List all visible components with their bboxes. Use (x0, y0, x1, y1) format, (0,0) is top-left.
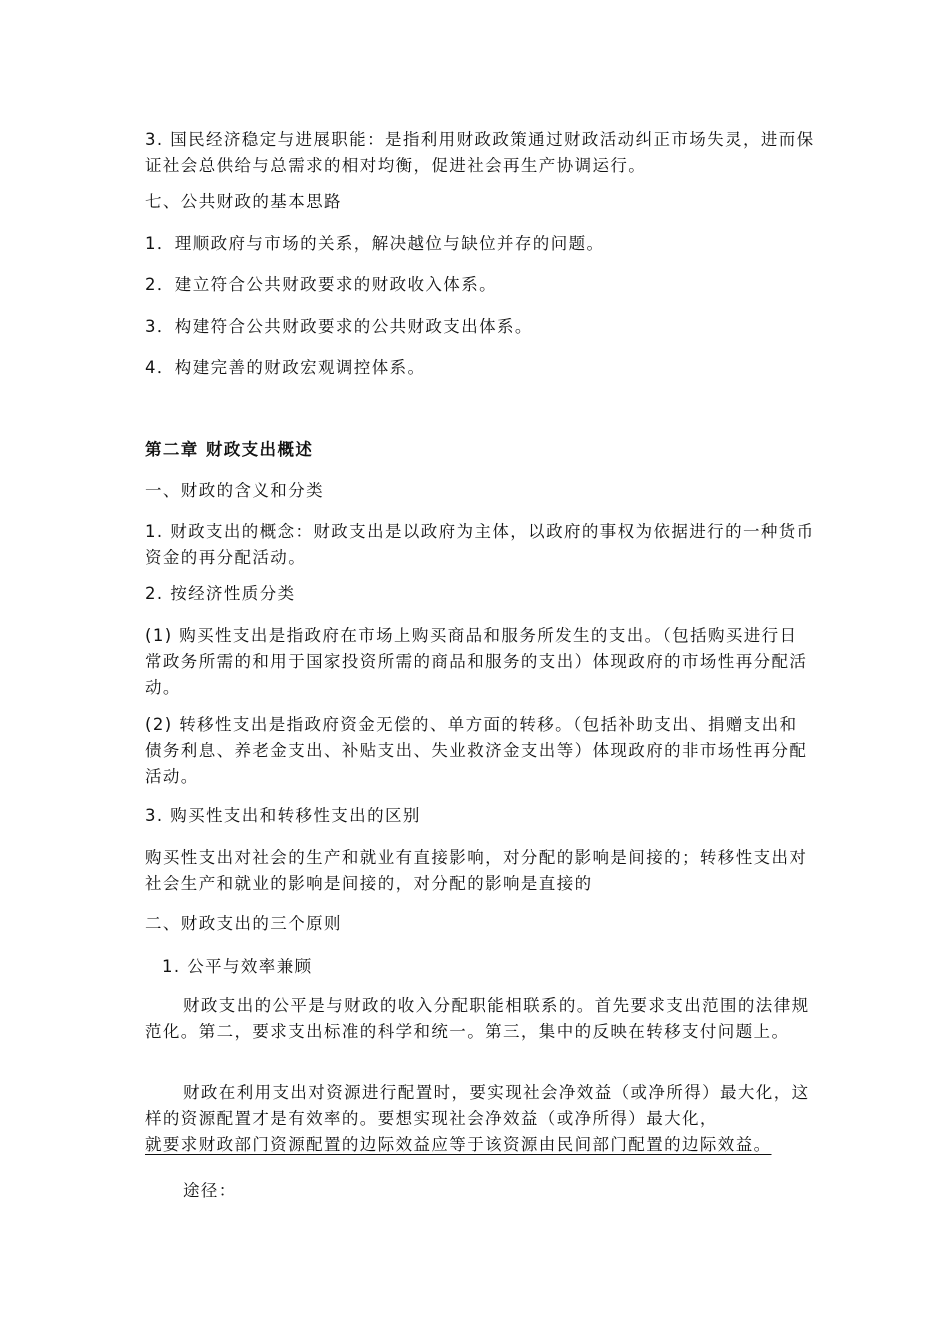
subheading-classification: 2. 按经济性质分类 (145, 584, 296, 603)
paragraph-difference: 购买性支出对社会的生产和就业有直接影响，对分配的影响是间接的；转移性支出对社会生产和就业的影响是间接的，对分配的影响是直接的 (145, 848, 808, 893)
paragraph-efficiency: 财政在利用支出对资源进行配置时，要实现社会净效益（或净所得）最大化，这样的资源配置才是有效率的。要想实现社会净效益（或净所得）最大化， (145, 1083, 810, 1128)
paragraph-purchase-expenditure: (1) 购买性支出是指政府在市场上购买商品和服务所发生的支出。（包括购买进行日常政务所需的和用于国家投资所需的商品和服务的支出）体现政府的市场性再分配活动。 (145, 626, 808, 697)
list-item-4: 4．构建完善的财政宏观调控体系。 (145, 358, 426, 377)
paragraph-fairness: 财政支出的公平是与财政的收入分配职能相联系的。首先要求支出范围的法律规范化。第二，要求支出标准的科学和统一。第三，集中的反映在转移支付问题上。 (145, 996, 810, 1041)
heading-public-finance-ideas: 七、公共财政的基本思路 (145, 192, 342, 211)
subheading-fairness-efficiency: 1. 公平与效率兼顾 (162, 957, 313, 976)
list-item-1: 1．理顺政府与市场的关系，解决越位与缺位并存的问题。 (145, 234, 605, 253)
section-heading-1: 一、财政的含义和分类 (145, 481, 324, 500)
subheading-difference: 3. 购买性支出和转移性支出的区别 (145, 806, 421, 825)
paragraph-transfer-expenditure: (2) 转移性支出是指政府资金无偿的、单方面的转移。（包括补助支出、捐赠支出和债务利息、养老金支出、补贴支出、失业救济金支出等）体现政府的非市场性再分配活动。 (145, 715, 808, 786)
paragraph-concept: 1. 财政支出的概念：财政支出是以政府为主体，以政府的事权为依据进行的一种货币资金的再分配活动。 (145, 522, 815, 567)
paragraph-efficiency-underlined: 就要求财政部门资源配置的边际效益应等于该资源由民间部门配置的边际效益。 (145, 1135, 772, 1154)
section-heading-2: 二、财政支出的三个原则 (145, 914, 342, 933)
list-item-2: 2．建立符合公共财政要求的财政收入体系。 (145, 275, 497, 294)
paragraph-stability-function: 3. 国民经济稳定与进展职能：是指利用财政政策通过财政活动纠正市场失灵，进而保证社会总供给与总需求的相对均衡，促进社会再生产协调运行。 (145, 130, 815, 175)
chapter-title: 第二章 财政支出概述 (145, 440, 314, 459)
paragraph-approach: 途径： (183, 1181, 237, 1200)
list-item-3: 3．构建符合公共财政要求的公共财政支出体系。 (145, 317, 533, 336)
